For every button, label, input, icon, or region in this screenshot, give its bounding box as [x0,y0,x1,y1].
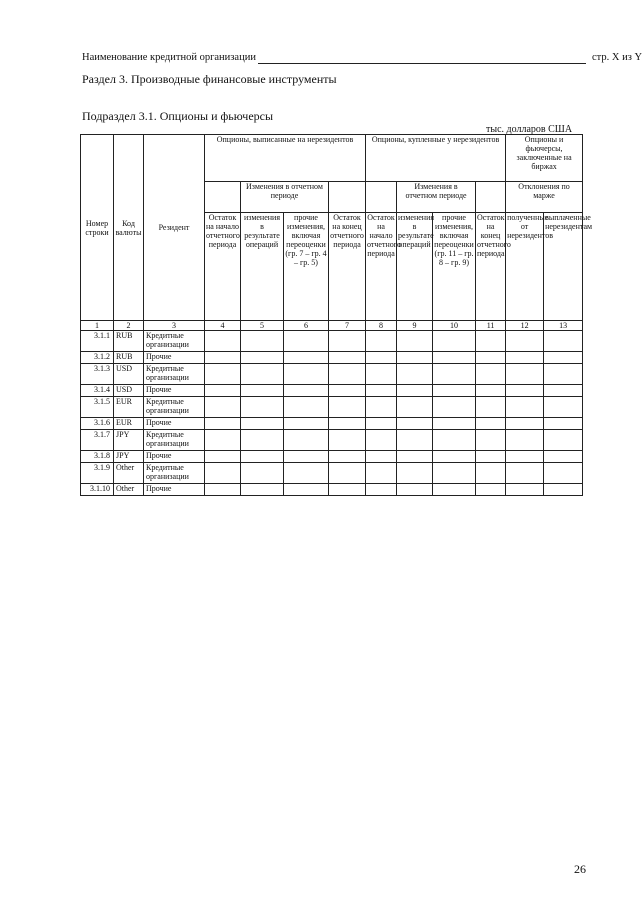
value-cell[interactable] [366,484,397,496]
header-other-changes-bought: прочие изменения, включая переоценки (гр. 11 – гр. 8 – гр. 9) [433,213,476,321]
column-number: 8 [366,321,397,331]
value-cell[interactable] [433,364,476,385]
currency-code-cell: USD [114,385,144,397]
header-result-operations: изменения в результате операций [241,213,284,321]
column-number: 13 [544,321,583,331]
header-opening-balance: Остаток на начало отчетного периода [205,213,241,321]
value-cell[interactable] [433,397,476,418]
value-cell[interactable] [397,451,433,463]
value-cell[interactable] [205,331,241,352]
value-cell[interactable] [476,463,506,484]
page-number: 26 [574,862,586,876]
resident-cell: Прочие [144,484,205,496]
value-cell[interactable] [476,364,506,385]
row-number-cell: 3.1.3 [81,364,114,385]
value-cell[interactable] [284,397,329,418]
value-cell[interactable] [476,451,506,463]
value-cell[interactable] [329,451,366,463]
header-row-number: Номер строки [81,135,114,321]
value-cell[interactable] [205,352,241,364]
row-number-cell: 3.1.8 [81,451,114,463]
table-row [81,397,583,418]
currency-code-cell: USD [114,364,144,385]
value-cell[interactable] [397,385,433,397]
value-cell[interactable] [284,451,329,463]
value-cell[interactable] [397,430,433,451]
row-number-cell: 3.1.7 [81,430,114,451]
org-name-blank-line [258,63,586,64]
value-cell[interactable] [366,331,397,352]
value-cell[interactable] [476,331,506,352]
value-cell[interactable] [366,364,397,385]
column-number: 3 [144,321,205,331]
value-cell[interactable] [544,484,583,496]
row-number-cell: 3.1.5 [81,397,114,418]
resident-cell: Прочие [144,385,205,397]
header-paid: выплаченные нерезидентам [544,213,583,321]
value-cell[interactable] [476,352,506,364]
value-cell[interactable] [241,385,284,397]
value-cell[interactable] [241,418,284,430]
value-cell[interactable] [476,397,506,418]
value-cell[interactable] [205,463,241,484]
header-blank-cell [329,182,366,213]
value-cell[interactable] [241,331,284,352]
row-number-cell: 3.1.1 [81,331,114,352]
value-cell[interactable] [241,484,284,496]
value-cell[interactable] [205,451,241,463]
options-futures-table [80,134,593,496]
column-number: 4 [205,321,241,331]
header-options-written: Опционы, выписанные на нерезидентов [205,135,366,182]
resident-cell: Кредитные организации [144,364,205,385]
value-cell[interactable] [241,451,284,463]
value-cell[interactable] [366,430,397,451]
header-line [82,52,642,66]
header-changes-period: Изменения в отчетном периоде [241,182,329,213]
currency-code-cell: EUR [114,397,144,418]
value-cell[interactable] [284,364,329,385]
column-number: 5 [241,321,284,331]
table-row [81,451,583,463]
value-cell[interactable] [329,418,366,430]
subsection-title: Подраздел 3.1. Опционы и фьючерсы [82,109,274,123]
currency-code-cell: EUR [114,418,144,430]
value-cell[interactable] [544,451,583,463]
value-cell[interactable] [329,430,366,451]
value-cell[interactable] [433,385,476,397]
value-cell[interactable] [205,484,241,496]
value-cell[interactable] [397,418,433,430]
value-cell[interactable] [397,463,433,484]
currency-code-cell: Other [114,484,144,496]
value-cell[interactable] [284,385,329,397]
column-number: 2 [114,321,144,331]
resident-cell: Кредитные организации [144,331,205,352]
column-number: 6 [284,321,329,331]
resident-cell: Прочие [144,352,205,364]
value-cell[interactable] [366,451,397,463]
value-cell[interactable] [397,352,433,364]
value-cell[interactable] [241,397,284,418]
value-cell[interactable] [366,385,397,397]
header-opening-balance-2: Остаток на начало отчетного периода [366,213,397,321]
header-blank-cell [205,182,241,213]
currency-code-cell: JPY [114,430,144,451]
value-cell[interactable] [329,352,366,364]
section-title: Раздел 3. Производные финансовые инструменты [82,72,337,86]
value-cell[interactable] [397,484,433,496]
value-cell[interactable] [241,463,284,484]
header-blank-cell [476,182,506,213]
value-cell[interactable] [433,331,476,352]
value-cell[interactable] [329,364,366,385]
value-cell[interactable] [544,397,583,418]
row-number-cell: 3.1.6 [81,418,114,430]
column-number: 12 [506,321,544,331]
resident-cell: Прочие [144,418,205,430]
units-label: тыс. долларов США [486,124,573,135]
value-cell[interactable] [506,352,544,364]
header-margin-deviations: Отклонения по марже [506,182,583,213]
value-cell[interactable] [544,352,583,364]
value-cell[interactable] [433,484,476,496]
currency-code-cell: RUB [114,352,144,364]
value-cell[interactable] [284,484,329,496]
table-row [81,364,583,385]
column-number: 9 [397,321,433,331]
value-cell[interactable] [544,331,583,352]
value-cell[interactable] [506,463,544,484]
value-cell[interactable] [241,364,284,385]
value-cell[interactable] [366,397,397,418]
value-cell[interactable] [476,418,506,430]
value-cell[interactable] [476,484,506,496]
currency-code-cell: JPY [114,451,144,463]
value-cell[interactable] [506,385,544,397]
value-cell[interactable] [544,463,583,484]
value-cell[interactable] [205,397,241,418]
table-row [81,484,583,496]
value-cell[interactable] [205,364,241,385]
column-numbers-row [81,321,583,331]
row-number-cell: 3.1.10 [81,484,114,496]
column-number: 1 [81,321,114,331]
resident-cell: Прочие [144,451,205,463]
header-closing-balance-2: Остаток на конец отчетного периода [476,213,506,321]
row-number-cell: 3.1.4 [81,385,114,397]
column-number: 7 [329,321,366,331]
value-cell[interactable] [366,463,397,484]
value-cell[interactable] [205,418,241,430]
header-exchange: Опционы и фьючерсы, заключенные на биржах [506,135,583,182]
header-resident: Резидент [144,135,205,321]
value-cell[interactable] [544,364,583,385]
value-cell[interactable] [329,463,366,484]
value-cell[interactable] [241,430,284,451]
currency-code-cell: Other [114,463,144,484]
resident-cell: Кредитные организации [144,430,205,451]
data-rows [81,331,583,496]
value-cell[interactable] [506,331,544,352]
value-cell[interactable] [329,385,366,397]
value-cell[interactable] [284,352,329,364]
value-cell[interactable] [544,385,583,397]
header-options-bought: Опционы, купленные у нерезидентов [366,135,506,182]
value-cell[interactable] [329,484,366,496]
table-row [81,418,583,430]
value-cell[interactable] [329,331,366,352]
value-cell[interactable] [205,385,241,397]
value-cell[interactable] [506,418,544,430]
value-cell[interactable] [284,331,329,352]
value-cell[interactable] [433,451,476,463]
table-row [81,463,583,484]
org-name-label: Наименование кредитной организации [82,52,256,63]
value-cell[interactable] [506,364,544,385]
value-cell[interactable] [205,430,241,451]
header-other-changes-written: прочие изменения, включая переоценки (гр. 7 – гр. 4 – гр. 5) [284,213,329,321]
value-cell[interactable] [433,430,476,451]
resident-cell: Кредитные организации [144,397,205,418]
value-cell[interactable] [433,352,476,364]
value-cell[interactable] [433,418,476,430]
value-cell[interactable] [433,463,476,484]
value-cell[interactable] [329,397,366,418]
value-cell[interactable] [476,430,506,451]
column-number: 11 [476,321,506,331]
row-number-cell: 3.1.2 [81,352,114,364]
value-cell[interactable] [544,430,583,451]
resident-cell: Кредитные организации [144,463,205,484]
table-row [81,430,583,451]
header-closing-balance: Остаток на конец отчетного периода [329,213,366,321]
value-cell[interactable] [284,463,329,484]
header-blank-cell [366,182,397,213]
table-row [81,352,583,364]
value-cell[interactable] [284,430,329,451]
currency-code-cell: RUB [114,331,144,352]
value-cell[interactable] [397,397,433,418]
value-cell[interactable] [397,364,433,385]
value-cell[interactable] [284,418,329,430]
value-cell[interactable] [506,451,544,463]
table-row [81,385,583,397]
value-cell[interactable] [366,352,397,364]
header-received: полученные от нерезидентов [506,213,544,321]
value-cell[interactable] [476,385,506,397]
header-result-operations-2: изменения в результате операций [397,213,433,321]
header-changes-period-2: Изменения в отчетном периоде [397,182,476,213]
table-row [81,331,583,352]
value-cell[interactable] [366,418,397,430]
value-cell[interactable] [397,331,433,352]
column-number: 10 [433,321,476,331]
row-number-cell: 3.1.9 [81,463,114,484]
value-cell[interactable] [241,352,284,364]
page-reference: стр. X из Y [592,52,642,63]
value-cell[interactable] [544,418,583,430]
value-cell[interactable] [506,484,544,496]
value-cell[interactable] [506,397,544,418]
header-currency-code: Код валюты [114,135,144,321]
value-cell[interactable] [506,430,544,451]
